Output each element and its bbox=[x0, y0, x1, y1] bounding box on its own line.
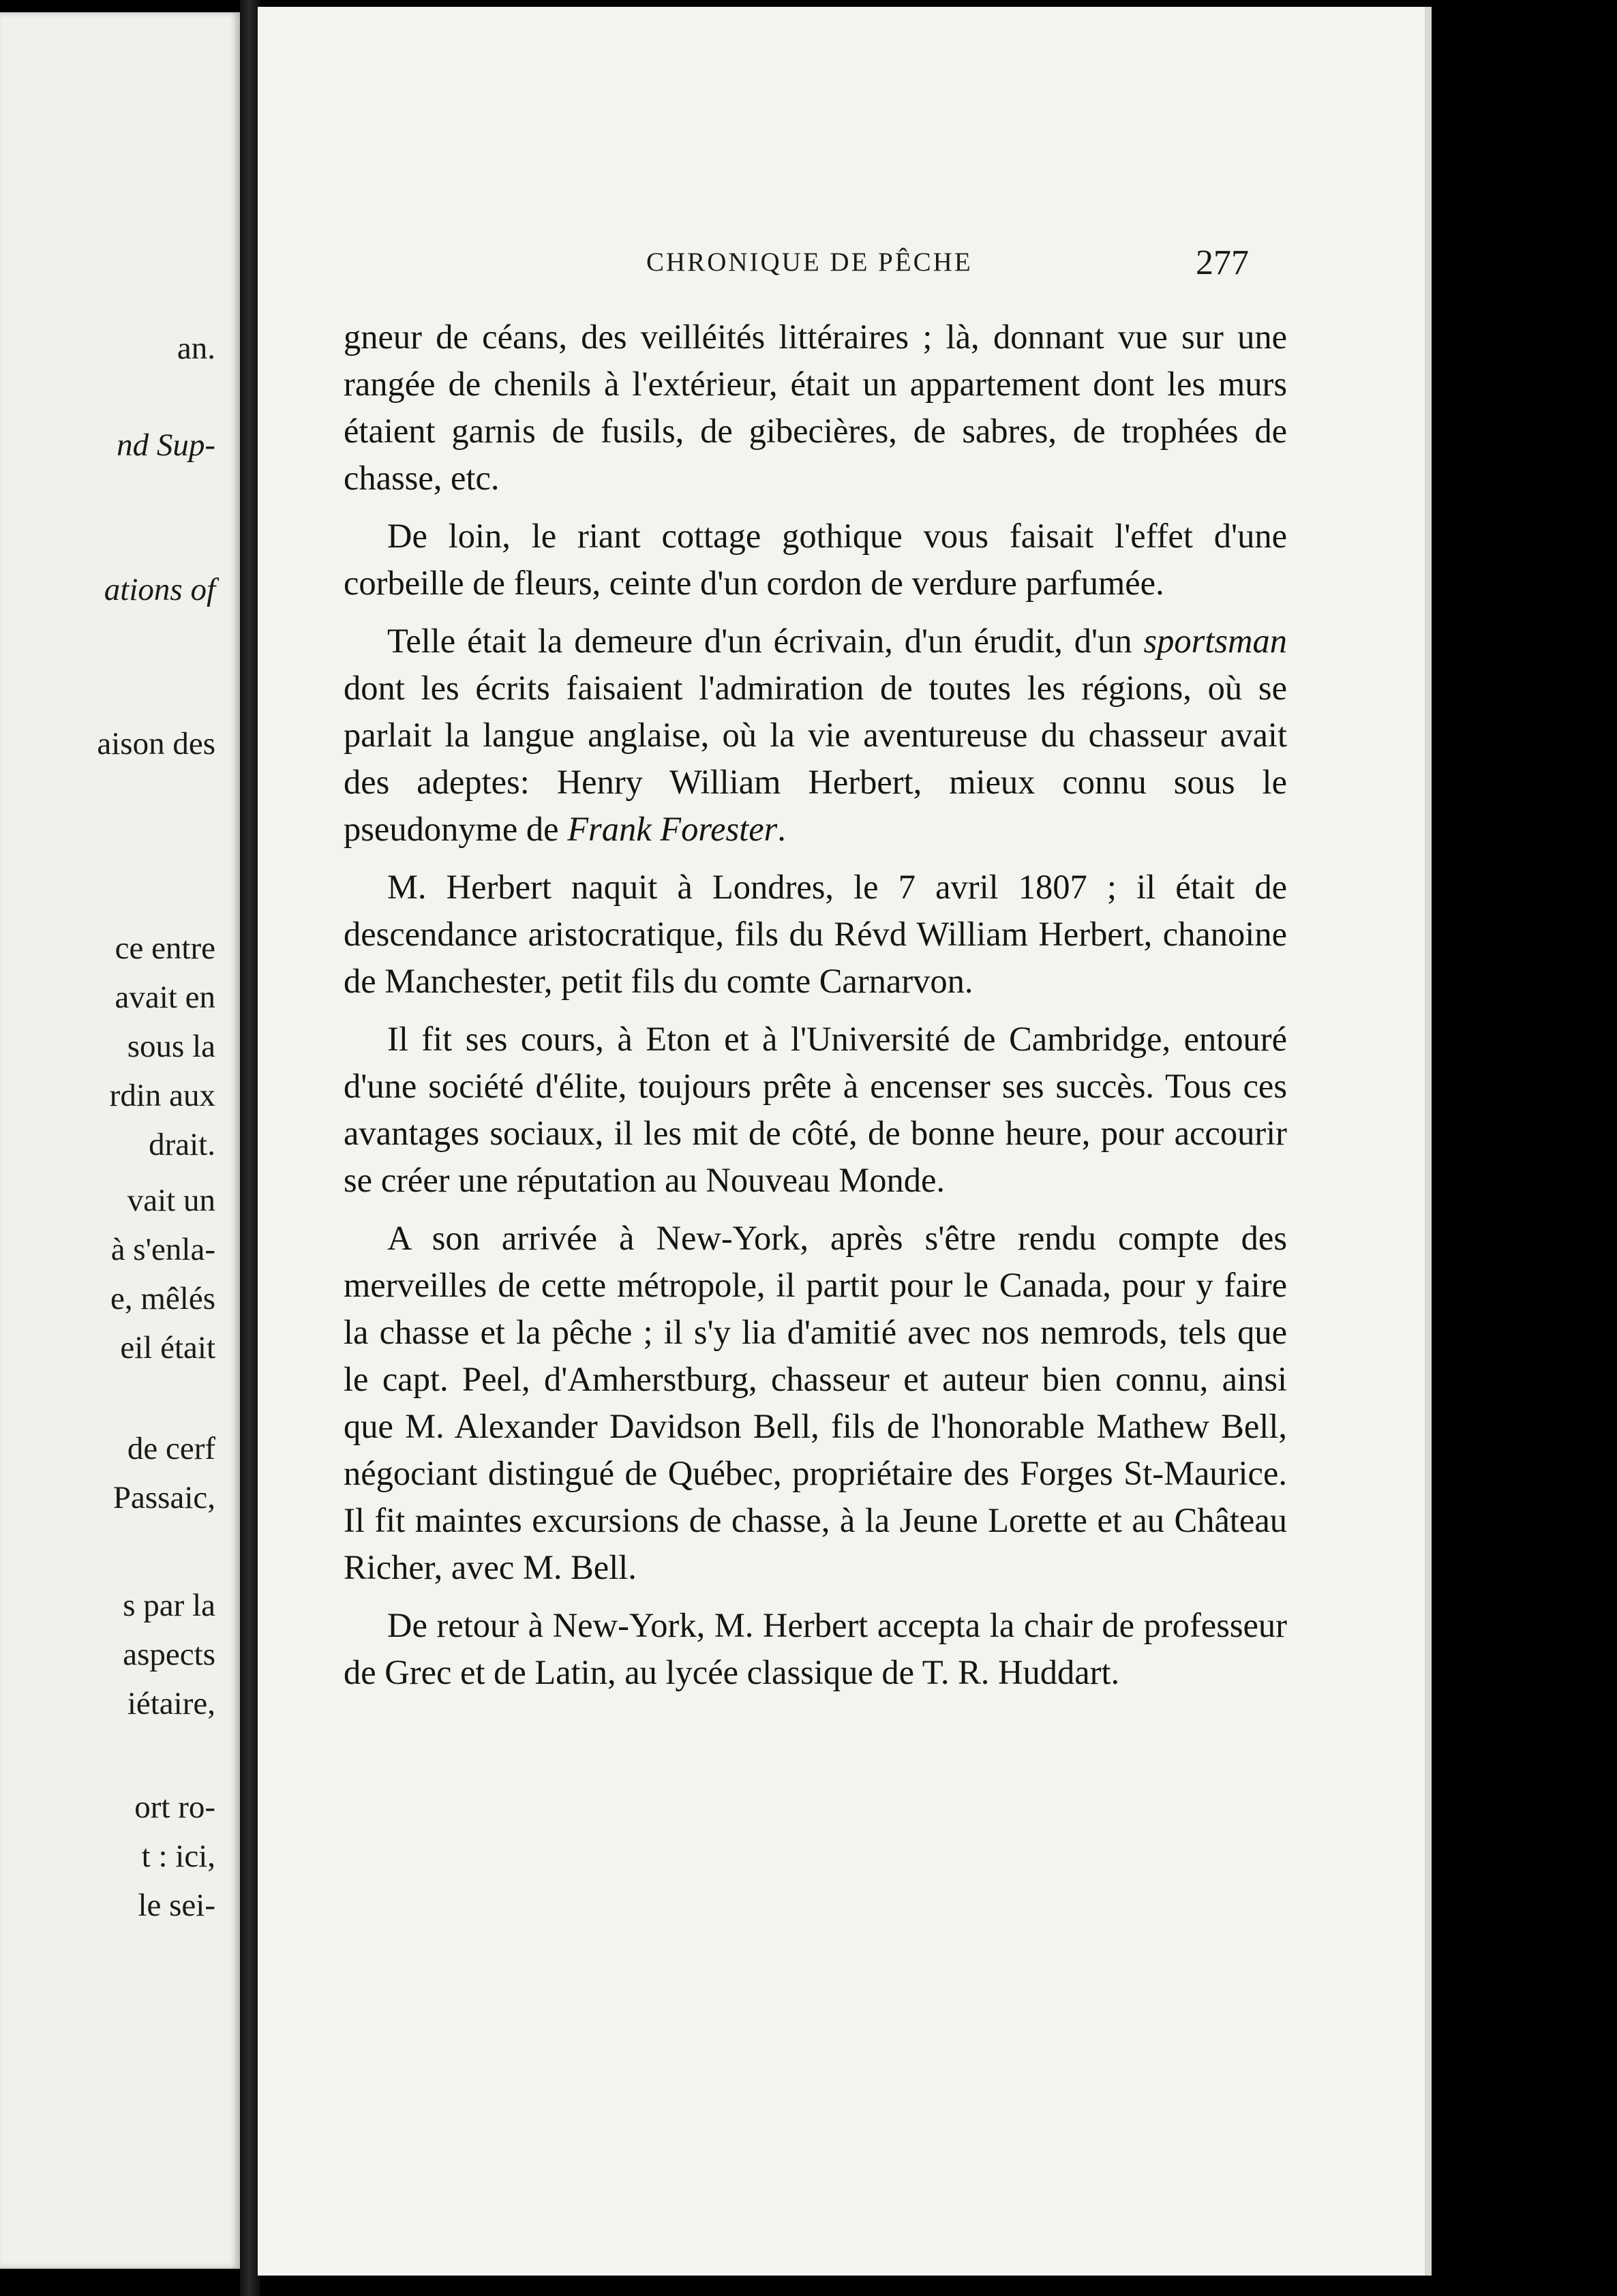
left-page-fragment: le sei- bbox=[138, 1888, 215, 1923]
left-page-fragment: iétaire, bbox=[127, 1686, 215, 1721]
left-page-fragment: eil était bbox=[120, 1330, 215, 1365]
italic-term: sportsman bbox=[1143, 622, 1287, 660]
left-page-fragment: ce entre bbox=[115, 931, 215, 966]
left-page-fragment: Passaic, bbox=[112, 1480, 215, 1515]
left-page-fragment: e, mêlés bbox=[110, 1281, 215, 1316]
running-head: CHRONIQUE DE PÊCHE bbox=[646, 247, 973, 277]
left-page-fragment: à s'enla- bbox=[110, 1232, 215, 1267]
left-page-fragment: ations of bbox=[104, 572, 215, 607]
paragraph-text: . bbox=[777, 810, 786, 848]
paragraph: De loin, le riant cottage gothique vous faisait l'effet d'une corbeille de fleurs, ceinte d'un cordon de verdure parfumée. bbox=[344, 517, 1287, 602]
left-page-fragment: rdin aux bbox=[109, 1078, 215, 1113]
left-page-fragment: de cerf bbox=[127, 1431, 215, 1466]
italic-pseudonym: Frank Forester bbox=[567, 810, 778, 848]
left-page-fragment: avait en bbox=[115, 980, 215, 1015]
left-page-fragment: nd Sup- bbox=[117, 427, 215, 463]
left-page-fragment: vait un bbox=[127, 1183, 215, 1218]
paragraph-text: dont les écrits faisaient l'admiration de toutes les régions, où se parlait la langue anglaise, où la vie aventureuse du chasseur avait des adeptes: Henry William Herbert, mieux connu sous le pseudonyme de bbox=[344, 669, 1287, 848]
paragraph: A son arrivée à New-York, après s'être rendu compte des merveilles de cette métropole, il partit pour le Canada, pour y faire la chasse et la pêche ; il s'y lia d'amitié avec nos nemrods, tels que le capt. Peel, d'Amherstburg, chasseur et auteur bien connu, ainsi que M. Alexander Davidson Bell, fils de l'honorable Mathew Bell, négociant distingué de Québec, propriétaire des Forges St-Maurice. Il fit maintes excursions de chasse, à la Jeune Lorette et au Château Richer, avec M. Bell. bbox=[344, 1219, 1287, 1586]
left-page-fragment: drait. bbox=[149, 1127, 215, 1162]
paragraph: Il fit ses cours, à Eton et à l'Université de Cambridge, entouré d'une société d'élite, toujours prête à encenser ses succès. Tous ces avantages sociaux, il les mit de côté, de bonne heure, pour accourir se créer une réputation au Nouveau Monde. bbox=[344, 1020, 1287, 1199]
paragraph: gneur de céans, des veilléités littéraires ; là, donnant vue sur une rangée de chenils à l'extérieur, était un appartement dont les murs étaient garnis de fusils, de gibecières, de sabres, de trophées de chasse, etc. bbox=[344, 318, 1287, 497]
paragraph: De retour à New-York, M. Herbert accepta la chair de professeur de Grec et de Latin, au lycée classique de T. R. Huddart. bbox=[344, 1606, 1287, 1691]
body-text bbox=[344, 314, 1287, 1707]
left-page-fragment: aspects bbox=[123, 1637, 215, 1672]
left-page-fragment: t : ici, bbox=[141, 1839, 215, 1874]
left-page-fragment: an. bbox=[177, 331, 215, 366]
previous-page-strip bbox=[0, 12, 240, 2269]
page-edge bbox=[1425, 7, 1432, 2276]
left-page-fragment: sous la bbox=[127, 1029, 215, 1064]
book-page bbox=[258, 7, 1425, 2276]
left-page-fragment: ort ro- bbox=[134, 1789, 215, 1825]
paragraph: M. Herbert naquit à Londres, le 7 avril 1807 ; il était de descendance aristocratique, fils du Révd William Herbert, chanoine de Manchester, petit fils du comte Carnarvon. bbox=[344, 868, 1287, 1000]
paragraph bbox=[344, 618, 1287, 853]
paragraph-text: Telle était la demeure d'un écrivain, d'un érudit, d'un bbox=[387, 622, 1144, 660]
left-page-fragment: aison des bbox=[97, 726, 215, 761]
page-number: 277 bbox=[1196, 243, 1249, 282]
left-page-fragment: s par la bbox=[123, 1588, 215, 1623]
